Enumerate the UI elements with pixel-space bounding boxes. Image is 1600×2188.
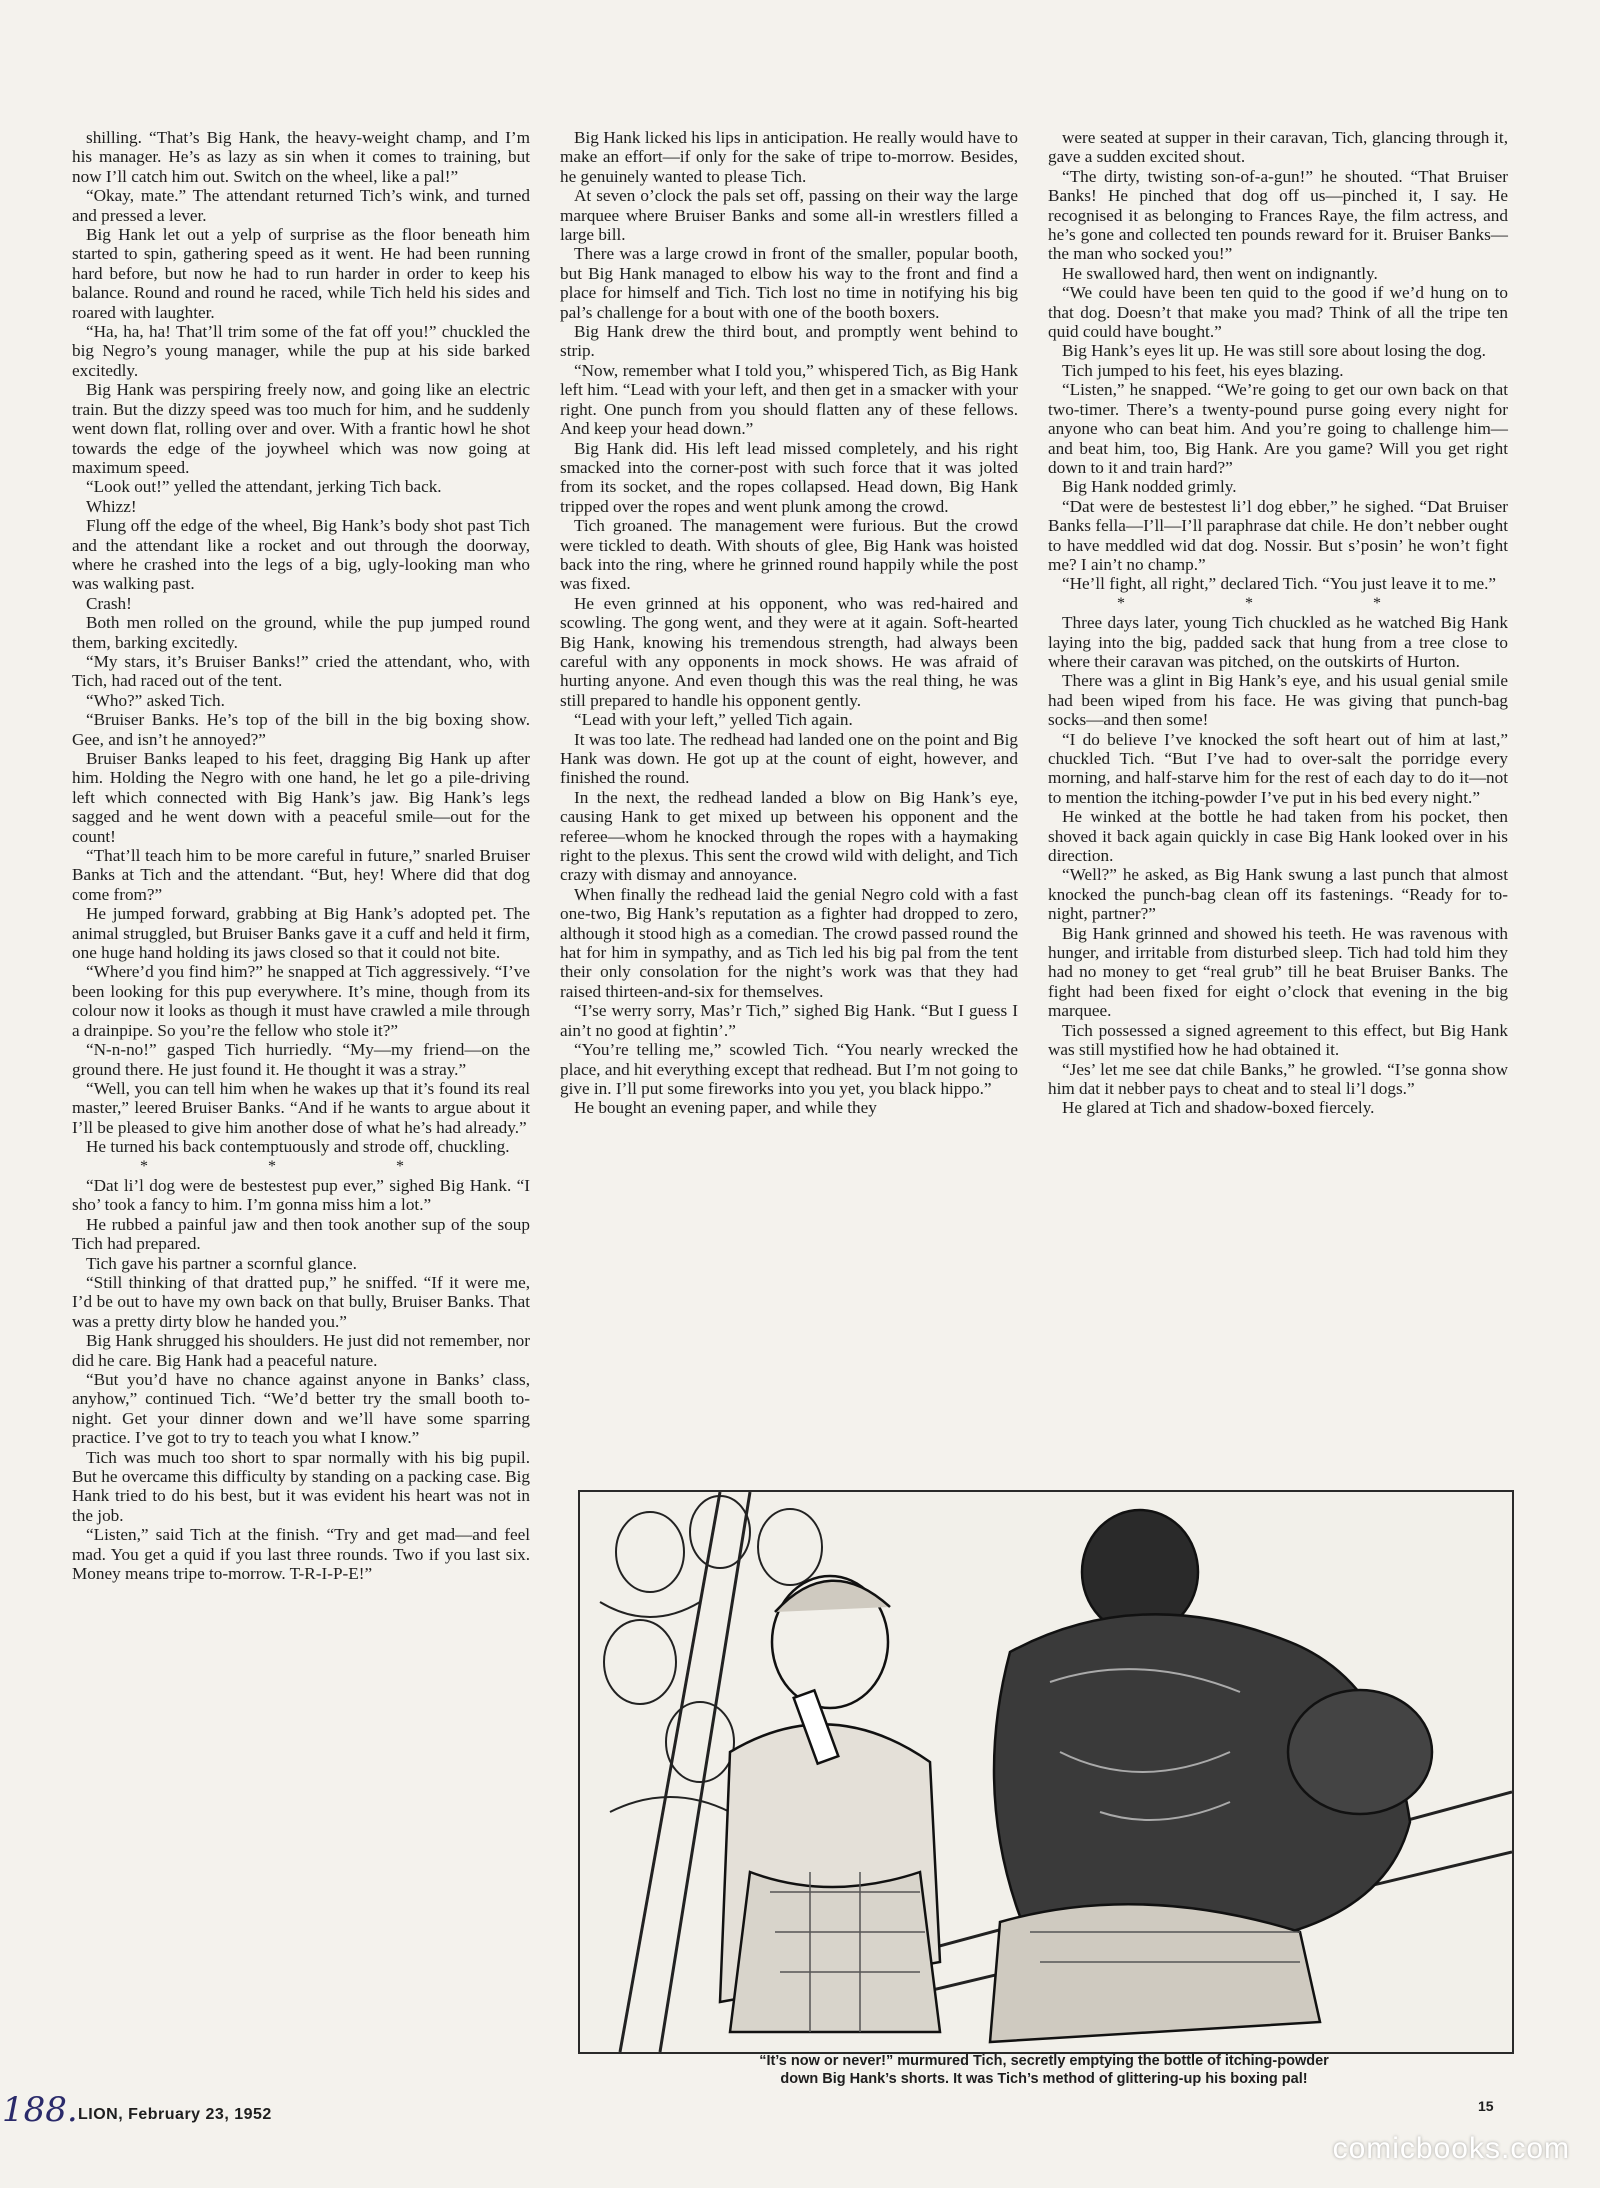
paragraph: Big Hank’s eyes lit up. He was still sore about losing the dog. [1062, 341, 1486, 361]
text-column-3 [1048, 128, 1508, 1118]
paragraph: “You’re telling me,” scowled Tich. “You nearly wrecked the place, and hit everything except that redhead. But I’m not going to give in. I’ll put some fireworks into you yet, you black hippo.” [560, 1040, 1018, 1098]
paragraph: “N-n-no!” gasped Tich hurriedly. “My—my friend—on the ground there. He just found it. He thought it was a stray.” [72, 1040, 530, 1079]
paragraph: “Still thinking of that dratted pup,” he sniffed. “If it were me, I’d be out to have my own back on that bully, Bruiser Banks. That was a pretty dirty blow he handed you.” [72, 1272, 530, 1331]
paragraph: “Lead with your left,” yelled Tich again. [574, 710, 853, 730]
paragraph: Bruiser Banks leaped to his feet, dragging Big Hank up after him. Holding the Negro with one hand, he let go a pile-driving left which connected with Big Hank’s jaw. Big Hank’s legs sagged and he went down with a peaceful smile—out for the count! [72, 749, 530, 846]
paragraph: “Listen,” said Tich at the finish. “Try and get mad—and feel mad. You get a quid if you last three rounds. Two if you last six. Money means tripe to-morrow. T-R-I-P-E!” [72, 1525, 530, 1584]
paragraph: Tich was much too short to spar normally with his big pupil. But he overcame this difficulty by standing on a packing case. Big Hank tried to do his best, but it was evident his heart was not in the job. [72, 1447, 530, 1525]
paragraph: “My stars, it’s Bruiser Banks!” cried the attendant, who, with Tich, had raced out of the tent. [72, 651, 530, 691]
paragraph: “But you’d have no chance against anyone in Banks’ class, anyhow,” continued Tich. “We’d better try the small booth to-night. Get your dinner down and we’ll have some sparring practice. I’ve got to try to teach you what I know.” [72, 1370, 530, 1448]
publication-footer: LION, February 23, 1952 [78, 2106, 272, 2123]
paragraph: Tich possessed a signed agreement to this effect, but Big Hank was still mystified how he had obtained it. [1048, 1020, 1508, 1060]
paragraph: Whizz! [86, 496, 137, 516]
paragraph: Big Hank did. His left lead missed completely, and his right smacked into the corner-post with such force that it was jolted from its socket, and the ropes collapsed. Head down, Big Hank tripped over the ropes and went plunk among the crowd. [560, 438, 1018, 516]
watermark: comicbooks.com [1332, 2132, 1570, 2165]
paragraph: At seven o’clock the pals set off, passing on their way the large marquee where Bruiser Banks and some all-in wrestlers filled a large bill. [560, 186, 1018, 245]
caption-line-1: “It’s now or never!” murmured Tich, secretly emptying the bottle of itching-powder [759, 2053, 1329, 2069]
paragraph: He swallowed hard, then went on indignantly. [1062, 263, 1378, 283]
paragraph: Crash! [86, 593, 132, 613]
paragraph: Big Hank grinned and showed his teeth. He was ravenous with hunger, and irritable from disturbed sleep. Tich had told him they had no money to get “real grub” till he beat Bruiser Banks. The fight had been fixed for eight o’clock that evening in the big marquee. [1048, 923, 1508, 1021]
page-number: 15 [1478, 2098, 1494, 2114]
text-column-2 [560, 128, 1018, 1118]
paragraph: He glared at Tich and shadow-boxed fiercely. [1062, 1098, 1375, 1118]
paragraph: “Dat were de bestestest li’l dog ebber,” he sighed. “Dat Bruiser Banks fella—I’ll—I’ll paraphrase dat chile. He don’t nebber ought to have meddled wid dat dog. Nossir. But s’posin’ he won’t fight me? I ain’t no champ.” [1048, 496, 1508, 574]
paragraph: He winked at the bottle he had taken from his pocket, then shoved it back again quickly in case Big Hank looked over in his direction. [1048, 807, 1508, 866]
paragraph: Big Hank shrugged his shoulders. He just did not remember, nor did he care. Big Hank had a peaceful nature. [72, 1331, 530, 1370]
paragraph: There was a glint in Big Hank’s eye, and his usual genial smile had been wiped from his face. He was giving that punch-bag socks—and then some! [1048, 671, 1508, 730]
paragraph: He even grinned at his opponent, who was red-haired and scowling. The gong went, and they were at it again. Soft-hearted Big Hank, knowing his tremendous strength, had always been careful with any opponents in mock shows. He was afraid of hurting anyone. And even though this was the real thing, he was still prepared to handle his opponent gently. [560, 593, 1018, 710]
paragraph: In the next, the redhead landed a blow on Big Hank’s eye, causing Hank to get mixed up between his opponent and the referee—whom he knocked through the ropes with a haymaking right to the plexus. This sent the crowd wild with delight, and Tich crazy with dismay and annoyance. [560, 787, 1018, 885]
paragraph: “We could have been ten quid to the good if we’d hung on to that dog. Doesn’t that make you mad? Think of all the tripe ten quid could have bought.” [1048, 283, 1508, 342]
paragraph: Big Hank drew the third bout, and promptly went behind to strip. [560, 322, 1018, 361]
paragraph: There was a large crowd in front of the smaller, popular booth, but Big Hank managed to elbow his way to the front and find a place for himself and Tich. Tich lost no time in notifying his big pal’s challenge for a bout with one of the booth boxers. [560, 244, 1018, 322]
paragraph: “Listen,” he snapped. “We’re going to get our own back on that two-timer. There’s a twenty-pound purse going every night for anyone who can beat him. And you’re going to challenge him—and beat him, too, Big Hank. Are you game? Will you get right down to it and train hard?” [1048, 380, 1508, 477]
paragraph: “Dat li’l dog were de bestestest pup ever,” sighed Big Hank. “I sho’ took a fancy to him. I’m gonna miss him a lot.” [72, 1175, 530, 1215]
paragraph: He turned his back contemptuously and strode off, chuckling. [86, 1137, 510, 1157]
paragraph: When finally the redhead laid the genial Negro cold with a fast one-two, Big Hank’s reputation as a fighter had dropped to zero, although it stood high as a comedian. The crowd passed round the hat for him in sympathy, and as Tich led his big pal from the tent their only consolation for the night’s work was that they had raised thirteen-and-six for themselves. [560, 884, 1018, 1001]
paragraph: Tich groaned. The management were furious. But the crowd were tickled to death. With shouts of glee, Big Hank was hoisted back into the ring, where he grinned round happily while the post was fixed. [560, 516, 1018, 594]
paragraph: Tich gave his partner a scornful glance. [86, 1253, 357, 1273]
paragraph: “He’ll fight, all right,” declared Tich. “You just leave it to me.” [1062, 574, 1497, 594]
paragraph: “That’ll teach him to be more careful in future,” snarled Bruiser Banks at Tich and the attendant. “But, hey! Where did that dog come from?” [72, 846, 530, 904]
paragraph: “Okay, mate.” The attendant returned Tich’s wink, and turned and pressed a lever. [72, 186, 530, 225]
paragraph: “Now, remember what I told you,” whispered Tich, as Big Hank left him. “Lead with your left, and then get in a smacker with your right. One punch from you should flatten any of these fellows. And keep your head down.” [560, 360, 1018, 439]
paragraph: Tich jumped to his feet, his eyes blazing. [1062, 360, 1344, 380]
paragraph: Big Hank let out a yelp of surprise as the floor beneath him started to spin, gathering speed as it went. He had been running hard before, but now he had to run harder in order to keep his balance. Round and round he raced, while Tich held his sides and roared with laughter. [72, 225, 530, 322]
illustration-caption [578, 2052, 1510, 2088]
paragraph: Flung off the edge of the wheel, Big Hank’s body shot past Tich and the attendant like a rocket and out through the doorway, where he crashed into the legs of a big, ugly-looking man who was walking past. [72, 516, 530, 594]
paragraph: “Ha, ha, ha! That’ll trim some of the fat off you!” chuckled the big Negro’s young manager, while the pup at his side barked excitedly. [72, 322, 530, 380]
section-break-stars: * * * [1117, 594, 1439, 612]
paragraph: “Well?” he asked, as Big Hank swung a last punch that almost knocked the punch-bag clean off its fastenings. “Ready for to-night, partner?” [1048, 865, 1508, 924]
paragraph: “Bruiser Banks. He’s top of the bill in the big boxing show. Gee, and isn’t he annoyed?” [72, 710, 530, 749]
paragraph: “The dirty, twisting son-of-a-gun!” he shouted. “That Bruiser Banks! He pinched that dog off us—pinched it, I say. He recognised it as belonging to Frances Raye, the film actress, and he’s gone and collected ten pounds reward for it. Bruiser Banks—the man who socked you!” [1048, 166, 1508, 264]
paragraph: “Well, you can tell him when he wakes up that it’s found its real master,” leered Bruiser Banks. “And if he wants to argue about it I’ll be pleased to give him another dose of what he’s had already.” [72, 1078, 530, 1137]
paragraph: Big Hank was perspiring freely now, and going like an electric train. But the dizzy speed was too much for him, and he suddenly went down flat, rolling over and over. With a frantic howl he shot towards the edge of the joywheel which was now going at maximum speed. [72, 380, 530, 477]
paragraph: “Jes’ let me see dat chile Banks,” he growled. “I’se gonna show him dat it nebber pays to cheat and to steal li’l dogs.” [1048, 1059, 1508, 1098]
handwritten-mark: 188. [2, 2090, 78, 2130]
paragraph: “Look out!” yelled the attendant, jerking Tich back. [86, 477, 442, 497]
paragraph: were seated at supper in their caravan, Tich, glancing through it, gave a sudden excited shout. [1048, 128, 1508, 167]
text-column-1 [72, 128, 530, 1583]
paragraph: “Where’d you find him?” he snapped at Tich aggressively. “I’ve been looking for this pup everywhere. It’s mine, though from its colour now it looks as though it must have crawled a mile through a drainpipe. So you’re the fellow who stole it?” [72, 962, 530, 1040]
paragraph: “I’se werry sorry, Mas’r Tich,” sighed Big Hank. “But I guess I ain’t no good at fightin’.” [560, 1001, 1018, 1040]
paragraph: Three days later, young Tich chuckled as he watched Big Hank laying into the big, padded sack that hung from a tree close to where their caravan was pitched, on the outskirts of Hurton. [1048, 613, 1508, 671]
paragraph: It was too late. The redhead had landed one on the point and Big Hank was down. He got up at the count of eight, however, and finished the round. [560, 729, 1018, 788]
paragraph: shilling. “That’s Big Hank, the heavy-weight champ, and I’m his manager. He’s as lazy as sin when it comes to training, but now I’ll catch him out. Switch on the wheel, like a pal!” [72, 128, 530, 186]
paragraph: Both men rolled on the ground, while the pup jumped round them, barking excitedly. [72, 613, 530, 652]
paragraph: He bought an evening paper, and while they [574, 1098, 877, 1118]
paragraph: He jumped forward, grabbing at Big Hank’s adopted pet. The animal struggled, but Bruiser Banks gave it a cuff and held it firm, one huge hand holding its jaws closed so that it could not bite. [72, 904, 530, 963]
paragraph: Big Hank nodded grimly. [1062, 477, 1237, 497]
paragraph: “Who?” asked Tich. [86, 690, 225, 710]
paragraph: Big Hank licked his lips in anticipation. He really would have to make an effort—if only for the sake of tripe to-morrow. Besides, he genuinely wanted to please Tich. [560, 128, 1018, 186]
section-break-stars: * * * [140, 1157, 462, 1175]
caption-line-2: down Big Hank’s shorts. It was Tich’s method of glittering-up his boxing pal! [780, 2071, 1308, 2087]
paragraph: He rubbed a painful jaw and then took another sup of the soup Tich had prepared. [72, 1214, 530, 1254]
paragraph: “I do believe I’ve knocked the soft heart out of him at last,” chuckled Tich. “But I’ve had to over-salt the porridge every morning, and half-starve him for the rest of each day to do it—not to mention the itching-powder I’ve put in his bed every night.” [1048, 729, 1508, 807]
boxing-illustration [578, 1490, 1514, 2054]
